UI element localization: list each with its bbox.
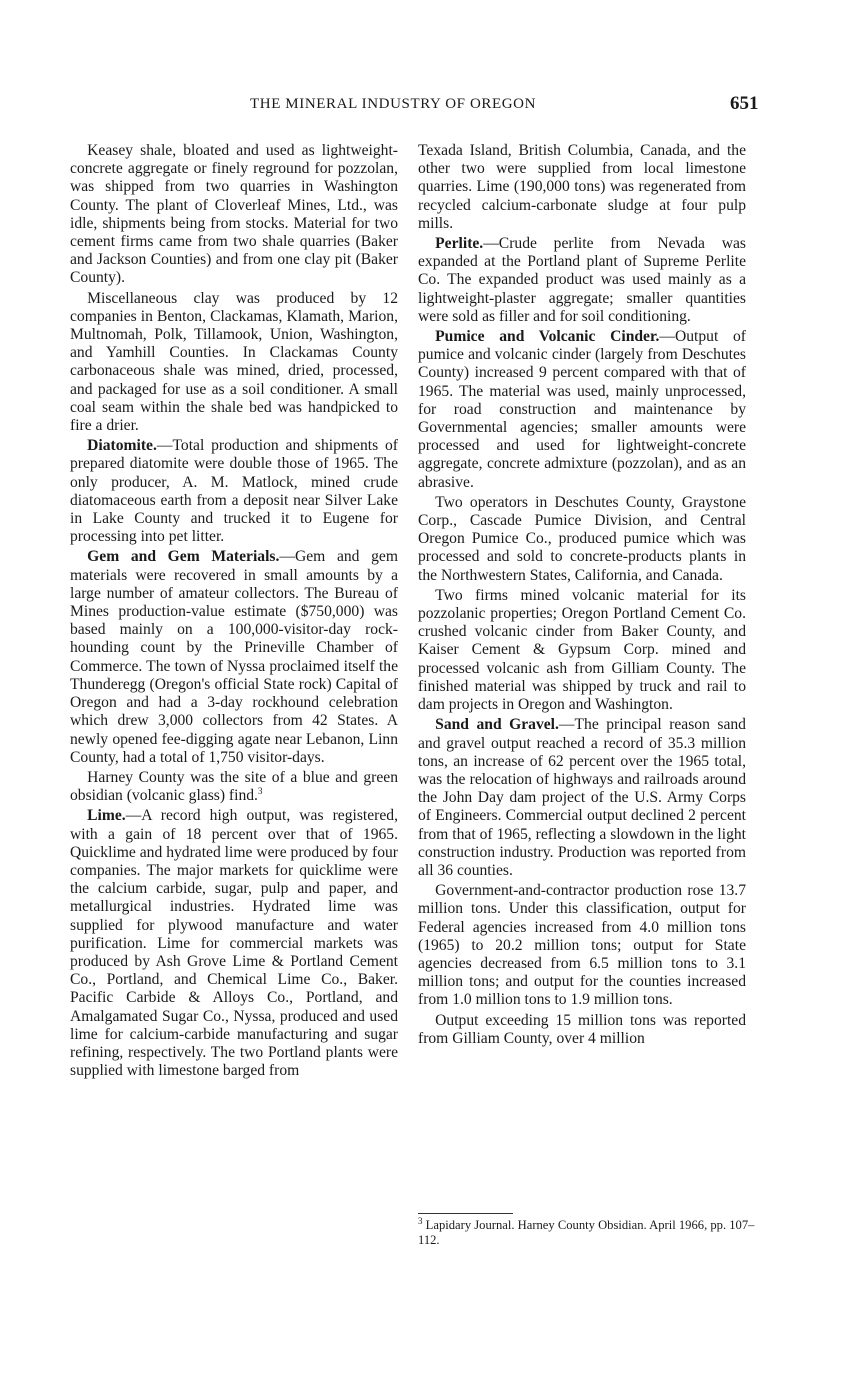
diatomite-text: —Total production and shipments of prepared diatomite were double those of 1965. The only producer, A. M. Matlock, mined crude diatomaceous earth from a deposit near Silver Lake in Lake County and trucked it to Eugene for processing into pet litter.	[70, 437, 398, 546]
paragraph-miscellaneous-clay: Miscellaneous clay was produced by 12 companies in Benton, Clackamas, Klamath, Marion, Multnomah, Polk, Tillamook, Union, Washington, and Yamhill Counties. In Clackamas County carbonaceous shale was mined, dried, processed, and packaged for use as a soil conditioner. A small coal seam within the shale bed was handpicked to fire a drier.	[70, 289, 398, 435]
perlite-text: —Crude perlite from Nevada was expanded at the Portland plant of Supreme Perlite Co. The expanded product was used mainly as a lightweight-plaster aggregate; smaller quantities were sold as filler and for soil conditioning.	[418, 235, 746, 325]
right-column	[418, 142, 746, 1048]
paragraph-harney-county	[70, 769, 398, 805]
paragraph-lime	[70, 807, 398, 1080]
gem-materials-text: —Gem and gem materials were recovered in small amounts by a large number of amateur collectors. The Bureau of Mines production-value estimate ($750,000) was based mainly on a 100,000-visitor-day rock-hounding count by the Prineville Chamber of Commerce. The town of Nyssa proclaimed itself the Thunderegg (Oregon's official State rock) Capital of Oregon and had a 3-day rockhound celebration which drew 3,000 collectors from 42 States. A newly opened fee-digging agate near Lebanon, Linn County, had a total of 1,750 visitor-days.	[70, 548, 398, 766]
run-head-sand-gravel: Sand and Gravel.	[435, 716, 559, 734]
paragraph-keasey-shale: Keasey shale, bloated and used as lightweight-concrete aggregate or finely reground for pozzolan, was shipped from two quarries in Washington County. The plant of Cloverleaf Mines, Ltd., was idle, shipments being from stocks. Material for two cement firms came from two shale quarries (Baker and Jackson Counties) and from one clay pit (Baker County).	[70, 142, 398, 287]
paragraph-pumice	[418, 328, 746, 492]
run-head-lime: Lime.	[87, 807, 126, 825]
pumice-text: —Output of pumice and volcanic cinder (largely from Deschutes County) increased 9 percent compared with that of 1965. The material was used, mainly unprocessed, for road construction and maintenance by Governmental agencies; smaller amounts were processed and used for lightweight-concrete aggregate, concrete admixture (pozzolan), and as an abrasive.	[418, 328, 746, 491]
paragraph-government-production: Government-and-contractor production rose 13.7 million tons. Under this classification, output for Federal agencies increased from 4.0 million tons (1965) to 20.2 million tons; output for State agencies decreased from 6.5 million tons to 3.1 million tons; and output for the counties increased from 1.0 million tons to 1.9 million tons.	[418, 882, 746, 1009]
footnote	[418, 1215, 764, 1247]
run-head-pumice: Pumice and Volcanic Cinder.	[435, 328, 660, 346]
run-head-diatomite: Diatomite.	[87, 437, 157, 455]
run-head-perlite: Perlite.	[435, 235, 484, 253]
paragraph-sand-gravel	[418, 716, 746, 880]
running-title: THE MINERAL INDUSTRY OF OREGON	[250, 96, 537, 112]
page-number: 651	[730, 93, 759, 114]
harney-text: Harney County was the site of a blue and green obsidian (volcanic glass) find.	[70, 768, 398, 805]
run-head-gem-materials: Gem and Gem Materials.	[87, 548, 280, 566]
paragraph-lime-continued: Texada Island, British Columbia, Canada, and the other two were supplied from local limestone quarries. Lime (190,000 tons) was regenerated from recycled calcium-carbonate sludge at four pulp mills.	[418, 142, 746, 232]
paragraph-output-exceeding: Output exceeding 15 million tons was reported from Gilliam County, over 4 million	[418, 1011, 746, 1047]
paragraph-two-operators: Two operators in Deschutes County, Graystone Corp., Cascade Pumice Division, and Central Oregon Pumice Co., produced pumice which was processed and sold to concrete-products plants in the Northwestern States, California, and Canada.	[418, 493, 746, 584]
paragraph-gem-materials	[70, 548, 398, 766]
paragraph-diatomite	[70, 437, 398, 546]
running-head	[70, 93, 770, 117]
sand-gravel-text: —The principal reason sand and gravel output reached a record of 35.3 million tons, an increase of 62 percent over the 1965 total, was the relocation of highways and railroads around the John Day dam project of the U.S. Army Corps of Engineers. Commercial output declined 2 percent from that of 1965, reflecting a slowdown in the light construction industry. Production was reported from all 36 counties.	[418, 716, 746, 879]
footnote-text: Lapidary Journal. Harney County Obsidian. April 1966, pp. 107–112.	[418, 1218, 755, 1247]
paragraph-perlite	[418, 235, 746, 326]
left-column	[70, 142, 398, 1080]
paragraph-two-firms: Two firms mined volcanic material for its pozzolanic properties; Oregon Portland Cement Co. crushed volcanic cinder from Baker County, and Kaiser Cement & Gypsum Corp. mined and processed volcanic ash from Gilliam County. The finished material was shipped by truck and rail to dam projects in Oregon and Washington.	[418, 586, 746, 714]
footnote-mark: 3	[418, 1215, 423, 1226]
footnote-divider	[418, 1213, 513, 1214]
lime-text: —A record high output, was registered, with a gain of 18 percent over that of 1965. Quicklime and hydrated lime were produced by four companies. The major markets for quicklime were the calcium carbide, sugar, pulp and paper, and metallurgical industries. Hydrated lime was supplied for plywood manufacture and water purification. Lime for commercial markets was produced by Ash Grove Lime & Portland Cement Co., Portland, and Chemical Lime Co., Baker. Pacific Carbide & Alloys Co., Portland, and Amalgamated Sugar Co., Nyssa, produced and used lime for calcium-carbide manufacturing and sugar refining, respectively. The two Portland plants were supplied with limestone barged from	[70, 807, 398, 1080]
footnote-reference[interactable]: 3	[257, 785, 263, 796]
